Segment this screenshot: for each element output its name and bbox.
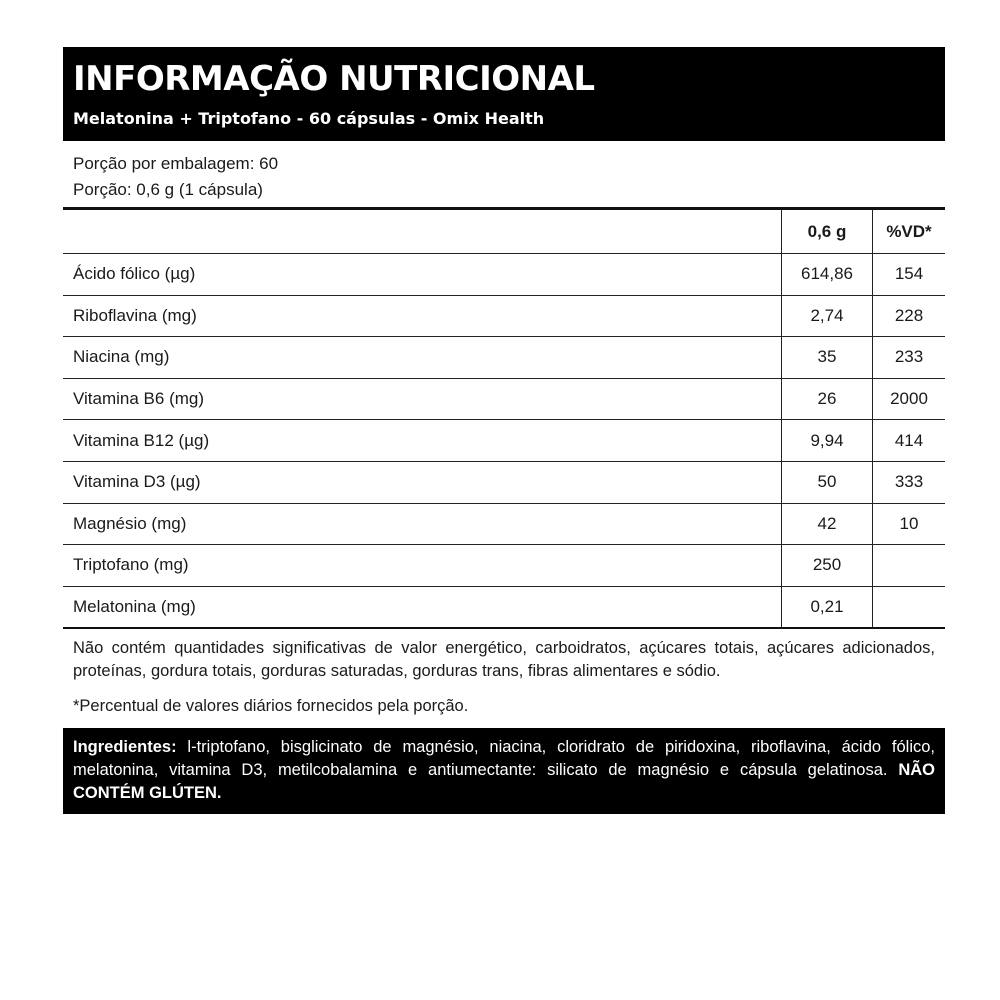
header-bar [63,47,945,141]
nutrient-dv: 10 [873,503,946,545]
table-row [63,461,945,503]
insignificant-amounts-note: Não contém quantidades significativas de valor energético, carboidratos, açúcares totais, açúcares adicionados, proteínas, gordura totais, gorduras saturadas, gorduras trans, fibras alimentares e sódio. [73,639,935,681]
header-label-cell [63,209,782,254]
nutrient-amount: 9,94 [782,420,873,462]
table-row [63,586,945,628]
nutrient-dv: 228 [873,295,946,337]
table-row [63,337,945,379]
serving-size: Porção: 0,6 g (1 cápsula) [73,180,263,199]
gluten-warning: NÃO CONTÉM GLÚTEN. [73,761,935,803]
daily-value-footnote: *Percentual de valores diários fornecidos pela porção. [73,697,469,716]
header-dv-cell: %VD* [873,209,946,254]
nutrient-dv: 154 [873,254,946,296]
nutrient-amount: 50 [782,461,873,503]
page-title: INFORMAÇÃO NUTRICIONAL [73,59,595,99]
table-row [63,295,945,337]
nutrient-label: Vitamina D3 (µg) [63,461,782,503]
nutrient-label: Melatonina (mg) [63,586,782,628]
nutrient-amount: 250 [782,545,873,587]
table-row [63,254,945,296]
header-amount-cell: 0,6 g [782,209,873,254]
nutrient-dv: 333 [873,461,946,503]
nutrient-dv: 2000 [873,378,946,420]
product-subtitle: Melatonina + Triptofano - 60 cápsulas - Omix Health [73,109,545,128]
nutrient-dv: 233 [873,337,946,379]
nutrient-dv: 414 [873,420,946,462]
nutrient-amount: 2,74 [782,295,873,337]
nutrient-label: Ácido fólico (µg) [63,254,782,296]
nutrient-label: Niacina (mg) [63,337,782,379]
ingredients-box [63,728,945,814]
ingredients-label: Ingredientes: [73,738,177,757]
table-row [63,420,945,462]
nutrient-dv [873,545,946,587]
nutrient-label: Riboflavina (mg) [63,295,782,337]
nutrient-label: Vitamina B6 (mg) [63,378,782,420]
nutrient-amount: 42 [782,503,873,545]
table-header-row [63,209,945,254]
nutrition-table [63,207,945,629]
table-row [63,503,945,545]
table-row [63,545,945,587]
nutrient-amount: 614,86 [782,254,873,296]
nutrient-label: Vitamina B12 (µg) [63,420,782,462]
nutrient-amount: 26 [782,378,873,420]
ingredients-text: l-triptofano, bisglicinato de magnésio, niacina, cloridrato de piridoxina, riboflavina, ácido fólico, melatonina, vitamina D3, metilcobalamina e antiumectante: silicato de magnésio e cápsula gelatinosa. [73,738,935,780]
nutrition-facts-panel [63,47,945,814]
nutrient-amount: 35 [782,337,873,379]
table-row [63,378,945,420]
nutrient-label: Magnésio (mg) [63,503,782,545]
nutrient-label: Triptofano (mg) [63,545,782,587]
nutrient-amount: 0,21 [782,586,873,628]
serving-info [63,141,945,207]
nutrient-dv [873,586,946,628]
servings-per-package: Porção por embalagem: 60 [73,154,279,173]
